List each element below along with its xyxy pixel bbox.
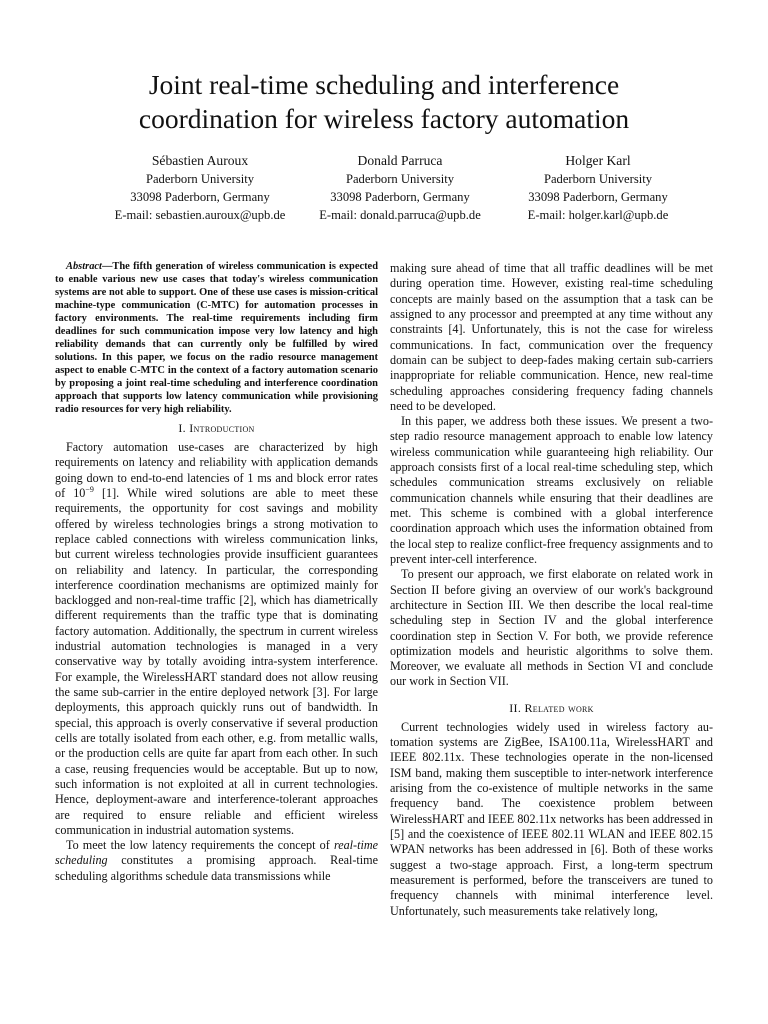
- author-affiliation: Paderborn University: [543, 172, 653, 186]
- title-line-2: coordination for wireless factory automation: [138, 103, 630, 134]
- intro-paragraph-4: In this paper, we address both these issues. We present a two-step radio resource management approach to enable low latency wireless communication while guaranteeing high reliability. Our approach consists first of a local real-time scheduling step, which schedules communication streams exclusively on reliable communication channels while ensuring that their deadlines are met. This scheme is combined with a global interference coordination approach which uses the information obtained from the local step to realize conflict-free frequency assignments and to prevent inter-cell interference.: [390, 414, 713, 566]
- abstract: [55, 260, 378, 416]
- author-name: Holger Karl: [565, 153, 631, 168]
- author-email[interactable]: E-mail: donald.parruca@upb.de: [319, 208, 481, 222]
- author-email[interactable]: E-mail: holger.karl@upb.de: [527, 208, 669, 222]
- section-heading-introduction: [55, 420, 378, 436]
- author-name: Sébastien Auroux: [151, 153, 249, 168]
- author-affiliation: Paderborn University: [145, 172, 255, 186]
- author-block-2: [300, 152, 500, 224]
- text-run: To meet the low latency requirements the concept of: [66, 838, 334, 853]
- title-line-1: Joint real-time scheduling and interference: [148, 69, 620, 100]
- author-block-3: [498, 152, 698, 224]
- related-work-paragraph-1: Current technologies widely used in wireless factory automation systems are ZigBee, ISA100.11a, WirelessHART and IEEE 802.11x. These technologies operate in the non-licensed ISM band, making them susceptible to inter-network interference arising from the co-existence of multiple networks in the same frequency band. The coexistence problem between WirelessHART and IEEE 802.11x networks has been addressed in [5] and the coexistence of IEEE 802.11 WLAN and IEEE 802.15 WPAN networks has been addressed in [6]. Both of these works suggest a two-stage approach. First, a long-term spectrum measurement is performed, before the transceivers are tuned to frequency channels with minimal interference level. Unfortunately, such measurements take relatively long,: [390, 719, 713, 918]
- author-name: Donald Parruca: [357, 153, 443, 168]
- section-number: I.: [178, 421, 186, 435]
- text-run: [1]. While wired solutions are able to meet these requirements, the opportunity for cost savings and mobility offered by wireless technologies brings a strong motivation to replace cabled connections with wireless communication links, but current wireless technologies provide insufficient guarantees on reliability and latency. In particular, the corresponding interference coordination mechanisms are optimized mainly for backlogged and non-real-time traffic [2], which has diametrically different requirements than the traffic type that is dominating factory automation. Additionally, the spectrum in current wireless industrial automation technologies is managed in a very conservative way by totally avoiding intra-system interference. For example, the WirelessHART standard does not allow reusing the same sub-carrier in the entire deployed network [3]. For large deployments, this approach quickly runs out of bandwidth. In special, this approach is overly conservative if several production cells are totally isolated from each other, e.g. from metallic walls, or the production cells are quite far apart from each other. In such a case, reusing frequencies would be acceptable. But up to now, such information is not exploited at all in current technologies. Hence, deployment-aware and interference-tolerant approaches are required to ensure reliable and efficient wireless communication in industrial automation systems.: [55, 485, 379, 837]
- text-run: Factory automation use-cases are characterized by high requirements on latency and reliability with application demands going down to end-to-end latencies of 1 ms and block error rates of 10: [55, 440, 378, 500]
- section-number: II.: [509, 700, 522, 715]
- exponent: −9: [85, 484, 94, 494]
- section-title: Related work: [524, 700, 594, 715]
- text-run: constitutes a promising approach. Real-time scheduling algorithms schedule data transmissions while: [55, 853, 378, 883]
- right-column: [390, 261, 713, 919]
- paper-title: [40, 68, 728, 136]
- author-address: 33098 Paderborn, Germany: [528, 190, 668, 204]
- left-column: [55, 260, 378, 884]
- abstract-text: —The fifth generation of wireless communication is expected to enable various new use cases that today's wireless communication systems are not able to support. One of these use cases is mission-critical machine-type communication (C-MTC) for automation processes in factory environments. The real-time requirements including firm deadlines for such communication impose very low latency and high reliability demands that can currently only be fulfilled by wired solutions. In this paper, we focus on the radio resource management aspect to enable C-MTC in the context of a factory automation scenario by proposing a joint real-time scheduling and interference coordination approach that supports low latency communication while provisioning radio resources for very high reliability.: [55, 261, 378, 415]
- author-address: 33098 Paderborn, Germany: [130, 190, 270, 204]
- emphasis: real-time scheduling: [55, 838, 378, 868]
- intro-paragraph-1: [55, 440, 378, 838]
- author-block-1: [100, 152, 300, 224]
- intro-paragraph-5: To present our approach, we first elaborate on related work in Section II before giving an overview of our work's background architecture in Section III. We then describe the local real-time scheduling step in Section IV and the global interference coordination step in Section V. For both, we provide reference optimization models and heuristic algorithms to solve them. Moreover, we evaluate all methods in Section VI and conclude our work in Section VII.: [390, 567, 713, 689]
- intro-paragraph-2: [55, 838, 378, 884]
- author-email[interactable]: E-mail: sebastien.auroux@upb.de: [114, 208, 286, 222]
- author-address: 33098 Paderborn, Germany: [330, 190, 470, 204]
- author-affiliation: Paderborn University: [345, 172, 455, 186]
- intro-paragraph-3: making sure ahead of time that all traffic deadlines will be met during operation time. However, existing real-time scheduling concepts are mainly based on the assumption that a task can be assigned to any processor and preempted at any time without any constraints [4]. Unfortunately, this is not the case for wireless communications. In fact, communication over the frequency domain can be subject to deep-fades making certain sub-carriers inappropriate for reliable communication. Hence, new real-time scheduling approaches considering frequency fading channels need to be developed.: [390, 261, 713, 413]
- section-heading-related-work: [390, 700, 713, 716]
- abstract-label: Abstract: [66, 261, 102, 272]
- section-title: Introduction: [189, 421, 255, 435]
